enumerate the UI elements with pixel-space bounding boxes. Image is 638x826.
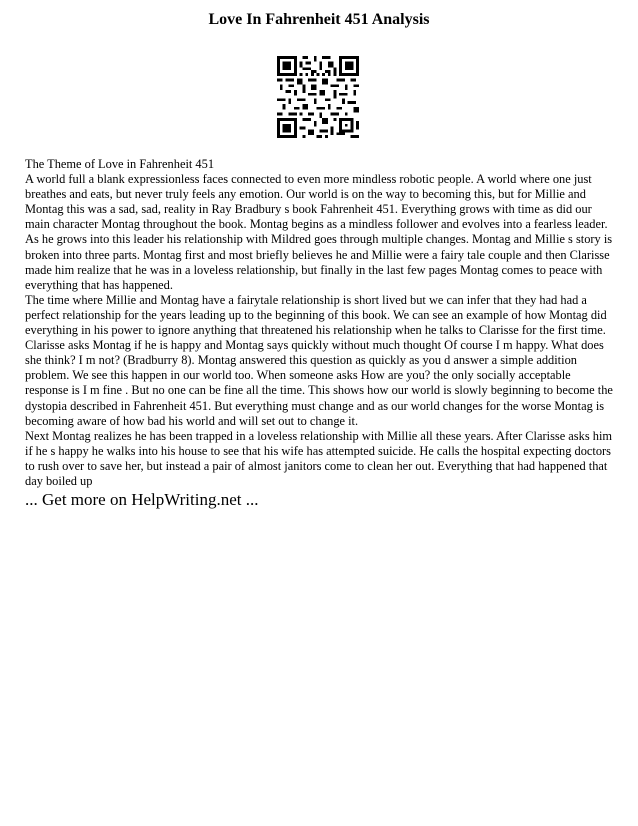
page-title: Love In Fahrenheit 451 Analysis [208, 11, 430, 28]
paragraph: Next Montag realizes he has been trapped in a loveless relationship with Millie all these years. After Clarisse asks him if he s happy he walks into his house to see that his wife has attempted suicide. He calls the hospital expecting doctors to rush over to save her, but instead a pair of almost janitors come to clean her out. Everything that had happened that day boiled up [25, 428, 613, 488]
paragraph: The time where Millie and Montag have a fairytale relationship is short lived but we can infer that they had had a perfect relationship for the years leading up to the beginning of this book. We can see an example of how Montag did everything in his power to ignore anything that threatened his relationship when he talks to Clarisse for the first time. Clarisse asks Montag if he is happy and Montag says quickly without much thought Of course I m happy. What does she think? I m not? (Bradburry 8). Montag answered this question as quickly as you d answer a simple addition problem. We see this happen in our world too. When someone asks How are you? the only socially acceptable response is I m fine . But no one can be fine all the time. This shows how our world is slowly beginning to become the dystopia described in Fahrenheit 451. But everything must change and as our world changes for the worse Montag is becoming aware of how bad his world and will set out to change it. [25, 292, 613, 428]
paragraph: A world full a blank expressionless faces connected to even more mindless robotic people. A world where one just breathes and eats, but never truly feels any emotion. Our world is on the way to becoming this, but for Millie and Montag this was a sad, sad, reality in Ray Bradbury s book Fahrenheit 451. Everything grows with time as did our main character Montag throughout the book. Montag begins as a mindless follower and evolves into a fearless leader. As he grows into this leader his relationship with Mildred goes through multiple changes. Montag and Millie s story is broken into three parts. Montag first and most briefly believes he and Millie were a fairy tale couple and then Clarisse made him realize that he was in a loveless relationship, but finally in the last few pages Montag comes to peace with everything that has happened. [25, 172, 613, 292]
qr-code-icon [277, 56, 359, 138]
section-heading: The Theme of Love in Fahrenheit 451 [25, 157, 215, 171]
article-body [25, 157, 616, 489]
get-more-link[interactable]: ... Get more on HelpWriting.net ... [25, 490, 259, 509]
